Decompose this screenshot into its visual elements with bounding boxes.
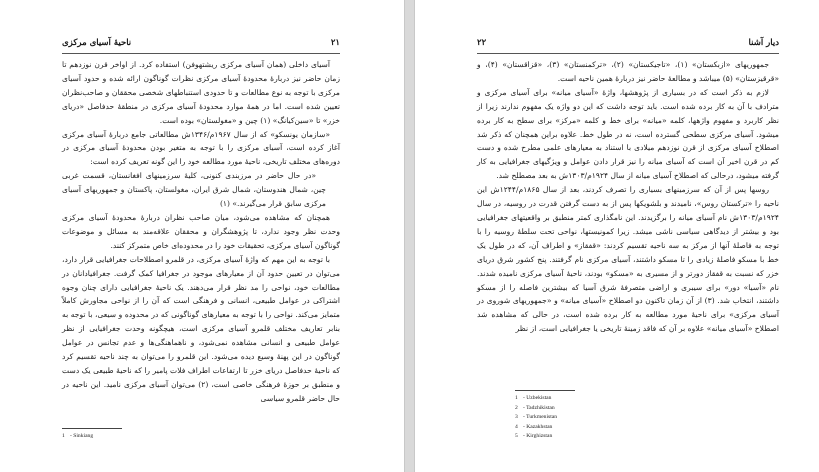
right-paragraph: روسها پس از آن که سرزمینهای بسیاری را تصرف کردند، بعد از سال ۱۸۶۵م/۱۲۴۴ش این ناحیه را «ترکستان روس»، نامیدند و بلشویکها پس از به دست گرفتن قدرت در روسیه، در سال ۱۹۲۴م/۱۳۰۳ش نام آسیای میانه را برگزیدند. این نامگذاری کمتر منطبق بر واقعیتهای جغرافیایی بود و بیشتر از دیدگاهی سیاسی ناشی میشد. زیرا کمونیستها، نواحی تحت سلطهٔ روسیه را با توجه به فاصلهٔ آنها از مرکز به سه ناحیه تقسیم کردند: «قفقاز» و اطراف آن، که در طول یک خط با مسکو فاصلهٔ زیادی را تا مسکو داشتند، آسیای مرکزی نام گرفتند. پنج کشور شرق دریای خزر که نسبت به قفقاز دورتر و از مسیری به «مسکو» بودند، ناحیهٔ آسیای مرکزی نامیده شدند. نام «آسیا» دور» برای سیبری و اراضی متصرفهٔ شرق آسیا که بیشترین فاصله را از مسکو داشتند، انتخاب شد. (۳) از آن زمان تاکنون دو اصطلاح «آسیای میانه» و «جمهوریهای شوروی در آسیای مرکزی» برای ناحیهٔ مورد مطالعه به کار برده شده است، در حالی که مشاهده شد اصطلاح «آسیای میانه» علاوه بر آن که فاقد زمینهٔ تاریخی یا جغرافیایی است، از نظر [477,185,779,334]
right-body-text [477,58,779,380]
footnote: 5 - Kirghizstan [515,433,553,440]
left-page [0,0,405,472]
left-running-title: ناحیهٔ آسیای مرکزی [62,38,132,48]
left-quote: «در حال حاضر در مرزبندی کنونی، کلیهٔ سرزمینهای افغانستان، قسمت غربی چین، شمال هندوستان، شمال شرق ایران، مغولستان، پاکستان و جمهوریهای آسیای مرکزی سابق قرار می‌گیرند.» (۱) [62,171,326,209]
left-paragraph: با توجه به این مهم که واژهٔ آسیای مرکزی، در قلمرو اصطلاحات جغرافیایی قرار دارد، می‌توان در تعیین حدود آن از معیارهای موجود در جغرافیا کمک گرفت. جغرافیادانان در مطالعات خود، نواحی را مد نظر قرار می‌دهند. یک ناحیهٔ جغرافیایی دارای چنان وجوه اشتراکی در عوامل طبیعی، انسانی و فرهنگی است که آن را از نواحی مجاورش کاملاً متمایز می‌کند. نواحی را با توجه به معیارهای گوناگونی که در محدوده و سیعی، با توجه به بنابر تعاریف مختلف قلمرو آسیای مرکزی است، هیچگونه وحدت جغرافیایی از نظر عوامل طبیعی و انسانی مشاهده نمی‌شود، و ناهماهنگی‌ها و عدم تجانس در عوامل گوناگون در این پهنهٔ وسیع دیده می‌شود. این قلمرو را می‌توان به چند ناحیه تقسیم کرد که ناحیهٔ حدفاصل دریای خزر تا ارتفاعات اطراف فلات پامیر را که ناحیهٔ طبیعی یک دست و منطبق بر حوزهٔ فرهنگی خاصی است، (۲) می‌توان آسیای مرکزی نامید. این ناحیه در حال حاضر قلمرو سیاسی [62,254,340,403]
left-page-header [62,36,340,50]
right-footnotes [515,394,557,442]
left-page-number: ۲۱ [330,38,340,48]
left-header-rule [62,53,340,54]
right-page [414,0,819,472]
right-paragraph: جمهوریهای «ازبکستان» (۱)، «تاجیکستان» (۲)، «ترکمنستان» (۳)، «قزاقستان» (۴)، و «قرقیزستان» (۵) میباشد و مطالعهٔ حاضر نیز دربارهٔ همین ناحیه است. [477,60,779,83]
footnote: 1 - Sinkiang [62,433,94,439]
right-page-header [477,36,779,50]
footnote: 2 - Tadzhikistan [515,404,555,411]
left-paragraph: آسیای داخلی (همان آسیای مرکزی ریشتهوفن) استفاده کرد. از اواخر قرن نوزدهم تا زمان حاضر نیز دربارهٔ محدودهٔ آسیای مرکزی نظرات گوناگون ارائه شده و حدود آسیای مرکزی با توجه به نوع مطالعات و تا حدودی استنباطهای شخصی محققان و صاحب‌نظران تعیین شده است. اما در همهٔ موارد محدودهٔ آسیای مرکزی در منطقهٔ حدفاصل «دریای خزر» تا «سین‌کیانگ» (۱) چین و «مغولستان» بوده است. [62,60,340,125]
footnote: 3 - Turkmenistan [515,414,558,421]
left-footnote-rule [62,428,122,429]
right-paragraph: لازم به ذکر است که در بسیاری از پژوهشها، واژهٔ «آسیای میانه» برای آسیای مرکزی و مترادف با آن به کار برده شده است. باید توجه داشت که این دو واژه یک مفهوم ندارند زیرا از نظر کاربرد و مفهوم واژهها، کلمه «میانه» برای خط و کلمه «مرکز» برای سطح به کار برده میشود. آسیای مرکزی سطحی گسترده است، نه در طول خط. علاوه براین همچنان که ذکر شد اصطلاح آسیای مرکزی از قرن نوزدهم میلادی با استناد به معیارهای علمی مطرح شده و دست کم در قرن اخیر آن است که آسیای میانه را نیز قرار دادن عوامل و ویژگیهای جغرافیایی به کار گرفته میشود، درحالی که اصطلاح آسیای میانه از سال ۱۹۲۴م/۱۳۰۳ش به بعد مصطلح شد. [477,87,779,181]
left-paragraph: همچنان که مشاهده می‌شود، میان صاحب نظران دربارهٔ محدودهٔ آسیای مرکزی وحدت نظر وجود ندارد، تا پژوهشگران و محققان علاقه‌مند به مسائل و موضوعات گوناگون آسیای مرکزی، تحقیقات خود را در محدوده‌ای خاص متمرکز کنند. [62,212,340,250]
left-paragraph: «سازمان یونسکو» که از سال ۱۹۶۷م/۱۳۴۶ش مطالعاتی جامع دربارهٔ آسیای مرکزی آغاز کرده است، آسیای مرکزی را با توجه به متغیر بودن محدودهٔ آسیای مرکزی در دوره‌های مختلف تاریخی، ناحیهٔ مورد مطالعه خود را این گونه تعریف کرده است: [62,129,340,167]
right-running-title: دیار آشنا [748,38,779,48]
right-page-number: ۲۲ [477,38,487,48]
right-header-rule [477,53,779,54]
footnote: 4 - Kazakhstan [515,423,553,430]
footnote: 1 - Uzbekistan [515,395,552,401]
left-body-text [62,58,340,418]
left-footnotes [62,432,93,442]
right-footnote-rule [515,390,575,391]
